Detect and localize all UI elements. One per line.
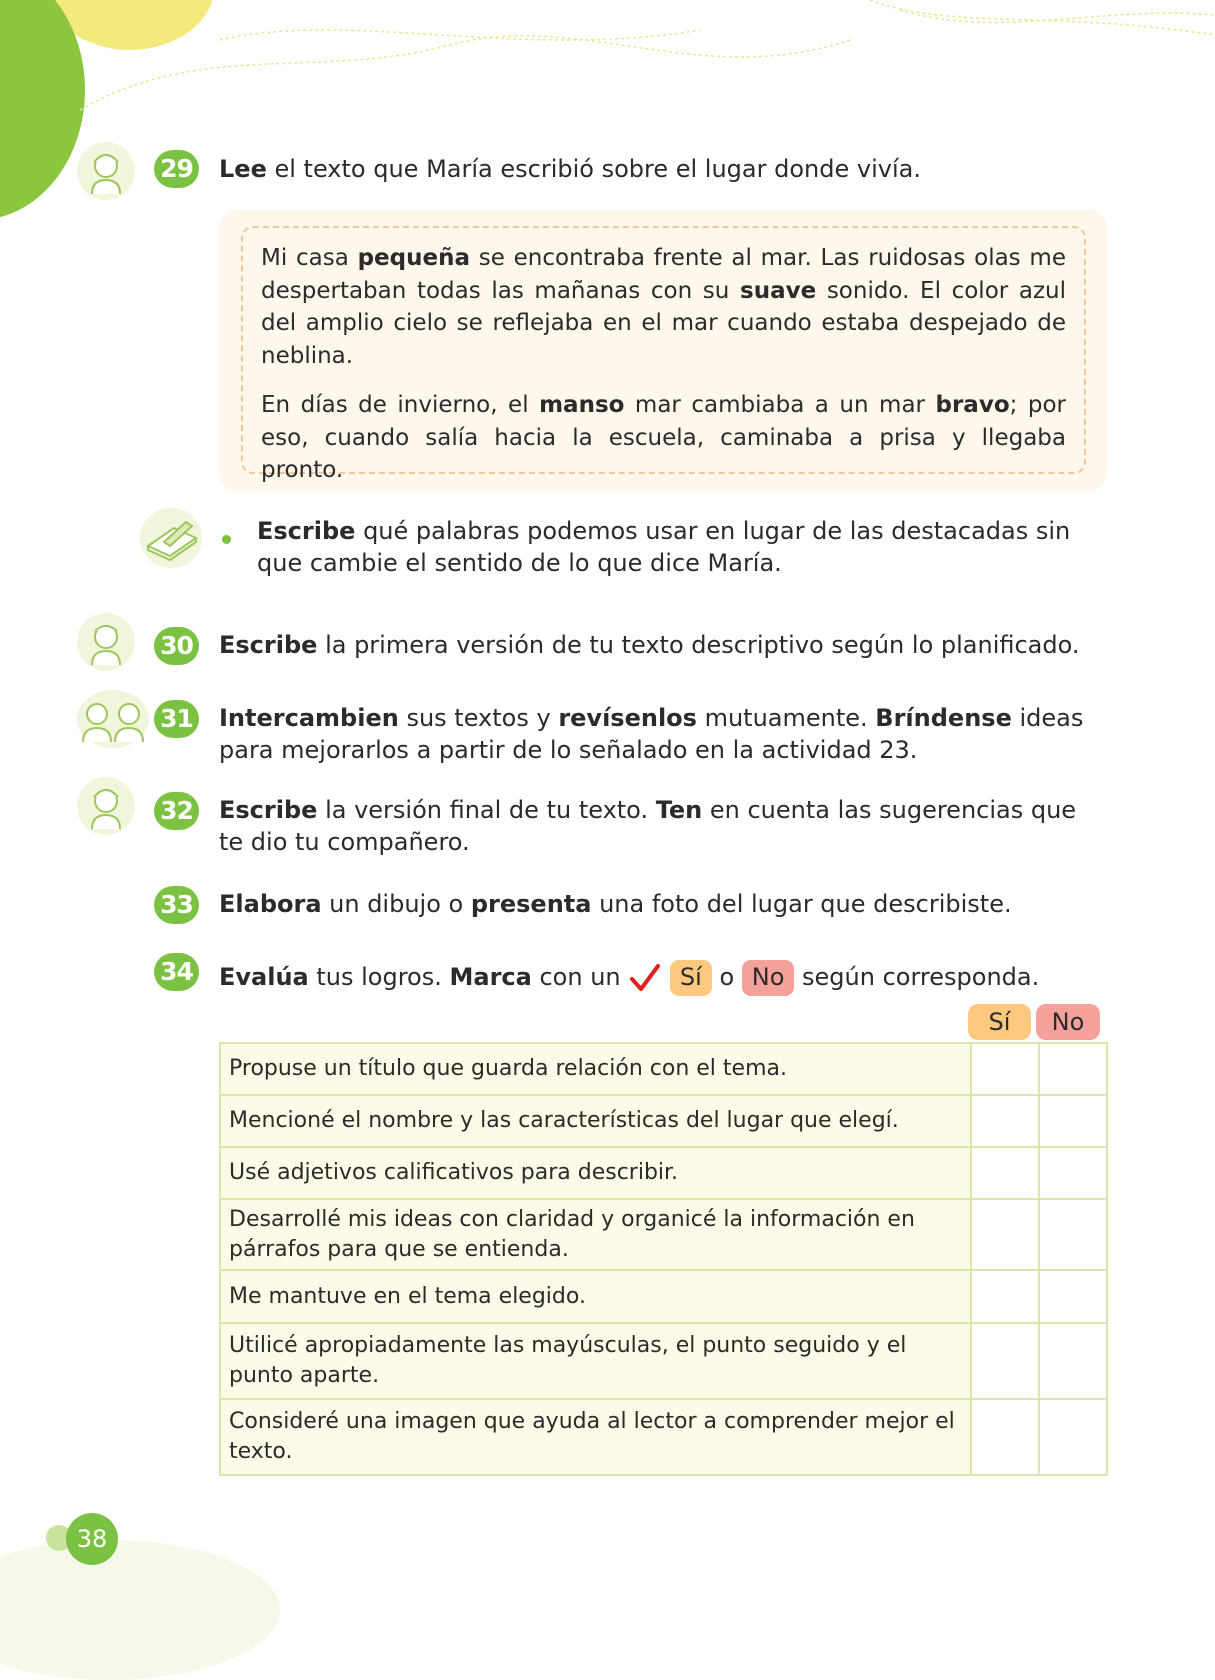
- table-row: [220, 1323, 1107, 1399]
- si-pill: Sí: [670, 960, 712, 996]
- instruction-verb: Lee: [219, 155, 267, 183]
- instruction-verb: presenta: [470, 890, 592, 918]
- table-header-si: Sí: [968, 1004, 1031, 1040]
- passage-text: ; por eso, cuando salía hacia la escuela, caminaba a prisa y llegaba pronto.: [261, 392, 1066, 483]
- highlighted-word: pequeña: [357, 245, 470, 271]
- criterion-cell: Usé adjetivos calificativos para describir.: [220, 1147, 971, 1199]
- instruction-text: tus logros.: [308, 963, 450, 991]
- instruction-text: o: [711, 963, 742, 991]
- si-answer-cell[interactable]: [971, 1199, 1039, 1270]
- table-row: [220, 1095, 1107, 1147]
- criterion-cell: Mencioné el nombre y las características del lugar que elegí.: [220, 1095, 971, 1147]
- reading-passage-box: [219, 209, 1107, 492]
- instruction-text: un dibujo o: [321, 890, 471, 918]
- si-answer-cell[interactable]: [971, 1270, 1039, 1323]
- no-answer-cell[interactable]: [1039, 1199, 1107, 1270]
- decorative-wave-lines: [0, 0, 1215, 140]
- question-29-text: [219, 153, 921, 185]
- criterion-cell: Desarrollé mis ideas con claridad y organicé la información en párrafos para que se entienda.: [220, 1199, 971, 1270]
- no-answer-cell[interactable]: [1039, 1095, 1107, 1147]
- si-answer-cell[interactable]: [971, 1095, 1039, 1147]
- question-32-text: [219, 794, 1099, 858]
- passage-text: se encontraba frente al mar. Las ruidosas olas me despertaban todas las mañanas con su: [261, 245, 1066, 304]
- student-icon: [77, 142, 135, 200]
- self-evaluation-table: [219, 1042, 1108, 1476]
- si-answer-cell[interactable]: [971, 1323, 1039, 1399]
- student-icon: [77, 613, 135, 671]
- table-row: [220, 1147, 1107, 1199]
- page-number: 38: [66, 1513, 118, 1565]
- instruction-text: la versión final de tu texto.: [317, 796, 656, 824]
- highlighted-word: bravo: [935, 392, 1010, 418]
- instruction-text: sus textos y: [398, 704, 559, 732]
- instruction-text: la primera versión de tu texto descriptivo según lo planificado.: [317, 631, 1080, 659]
- question-number-badge: 30: [154, 627, 199, 665]
- question-number-badge: 34: [154, 953, 199, 991]
- instruction-verb: Escribe: [219, 631, 318, 659]
- instruction-verb: Escribe: [219, 796, 318, 824]
- no-answer-cell[interactable]: [1039, 1399, 1107, 1475]
- criterion-cell: Consideré una imagen que ayuda al lector a comprender mejor el texto.: [220, 1399, 971, 1475]
- criterion-cell: Me mantuve en el tema elegido.: [220, 1270, 971, 1323]
- highlighted-word: manso: [539, 392, 625, 418]
- bullet-instruction-text: [257, 515, 1077, 579]
- instruction-verb: Marca: [449, 963, 532, 991]
- instruction-verb: Elabora: [219, 890, 322, 918]
- no-answer-cell[interactable]: [1039, 1147, 1107, 1199]
- criterion-cell: Utilicé apropiadamente las mayúsculas, el punto seguido y el punto aparte.: [220, 1323, 971, 1399]
- table-header-no: No: [1036, 1004, 1100, 1040]
- si-answer-cell[interactable]: [971, 1147, 1039, 1199]
- si-answer-cell[interactable]: [971, 1043, 1039, 1095]
- instruction-text: mutuamente.: [696, 704, 876, 732]
- passage-text: Mi casa: [261, 245, 358, 271]
- instruction-text: una foto del lugar que describiste.: [591, 890, 1012, 918]
- question-30-text: [219, 629, 1080, 661]
- passage-paragraph-2: [261, 389, 1066, 487]
- table-row: [220, 1399, 1107, 1475]
- si-answer-cell[interactable]: [971, 1399, 1039, 1475]
- pair-of-students-icon: [77, 690, 149, 748]
- instruction-text: qué palabras podemos usar en lugar de las destacadas sin que cambie el sentido de lo que dice María.: [257, 517, 1071, 577]
- instruction-text: según corresponda.: [794, 963, 1040, 991]
- instruction-verb: Bríndense: [875, 704, 1012, 732]
- instruction-text: el texto que María escribió sobre el lugar donde vivía.: [266, 155, 921, 183]
- decorative-bottom-blob: [0, 1540, 280, 1680]
- instruction-text: ideas para mejorarlos a partir de lo señalado en la actividad 23.: [219, 704, 1084, 764]
- instruction-verb: Intercambien: [219, 704, 399, 732]
- instruction-verb: Evalúa: [219, 963, 309, 991]
- no-pill: No: [742, 960, 795, 996]
- instruction-verb: Ten: [655, 796, 703, 824]
- passage-text: mar cambiaba a un mar: [624, 392, 936, 418]
- criterion-cell: Propuse un título que guarda relación con el tema.: [220, 1043, 971, 1095]
- instruction-verb: revísenlos: [558, 704, 697, 732]
- instruction-text: con un: [531, 963, 629, 991]
- table-row: [220, 1270, 1107, 1323]
- bullet-point: [222, 535, 231, 544]
- question-33-text: [219, 888, 1012, 920]
- no-answer-cell[interactable]: [1039, 1323, 1107, 1399]
- question-number-badge: 33: [154, 886, 199, 924]
- question-31-text: [219, 702, 1099, 766]
- passage-text: sonido. El color azul del amplio cielo se reflejaba en el mar cuando estaba despejado de neblina.: [261, 277, 1066, 369]
- question-number-badge: 31: [154, 700, 199, 738]
- instruction-verb: Escribe: [257, 517, 356, 545]
- table-row: [220, 1199, 1107, 1270]
- checkmark-icon: [628, 961, 662, 995]
- instruction-text: en cuenta las sugerencias que te dio tu compañero.: [219, 796, 1077, 856]
- highlighted-word: suave: [740, 277, 817, 304]
- reading-passage-dashed-frame: [241, 226, 1086, 483]
- passage-paragraph-1: [261, 242, 1066, 372]
- passage-text: En días de invierno, el: [261, 392, 540, 418]
- question-number-badge: 29: [154, 150, 199, 188]
- no-answer-cell[interactable]: [1039, 1270, 1107, 1323]
- student-icon: [77, 777, 135, 835]
- no-answer-cell[interactable]: [1039, 1043, 1107, 1095]
- question-34-text: [219, 960, 1039, 996]
- question-number-badge: 32: [154, 792, 199, 830]
- writing-notebook-icon: [140, 508, 202, 568]
- table-row: [220, 1043, 1107, 1095]
